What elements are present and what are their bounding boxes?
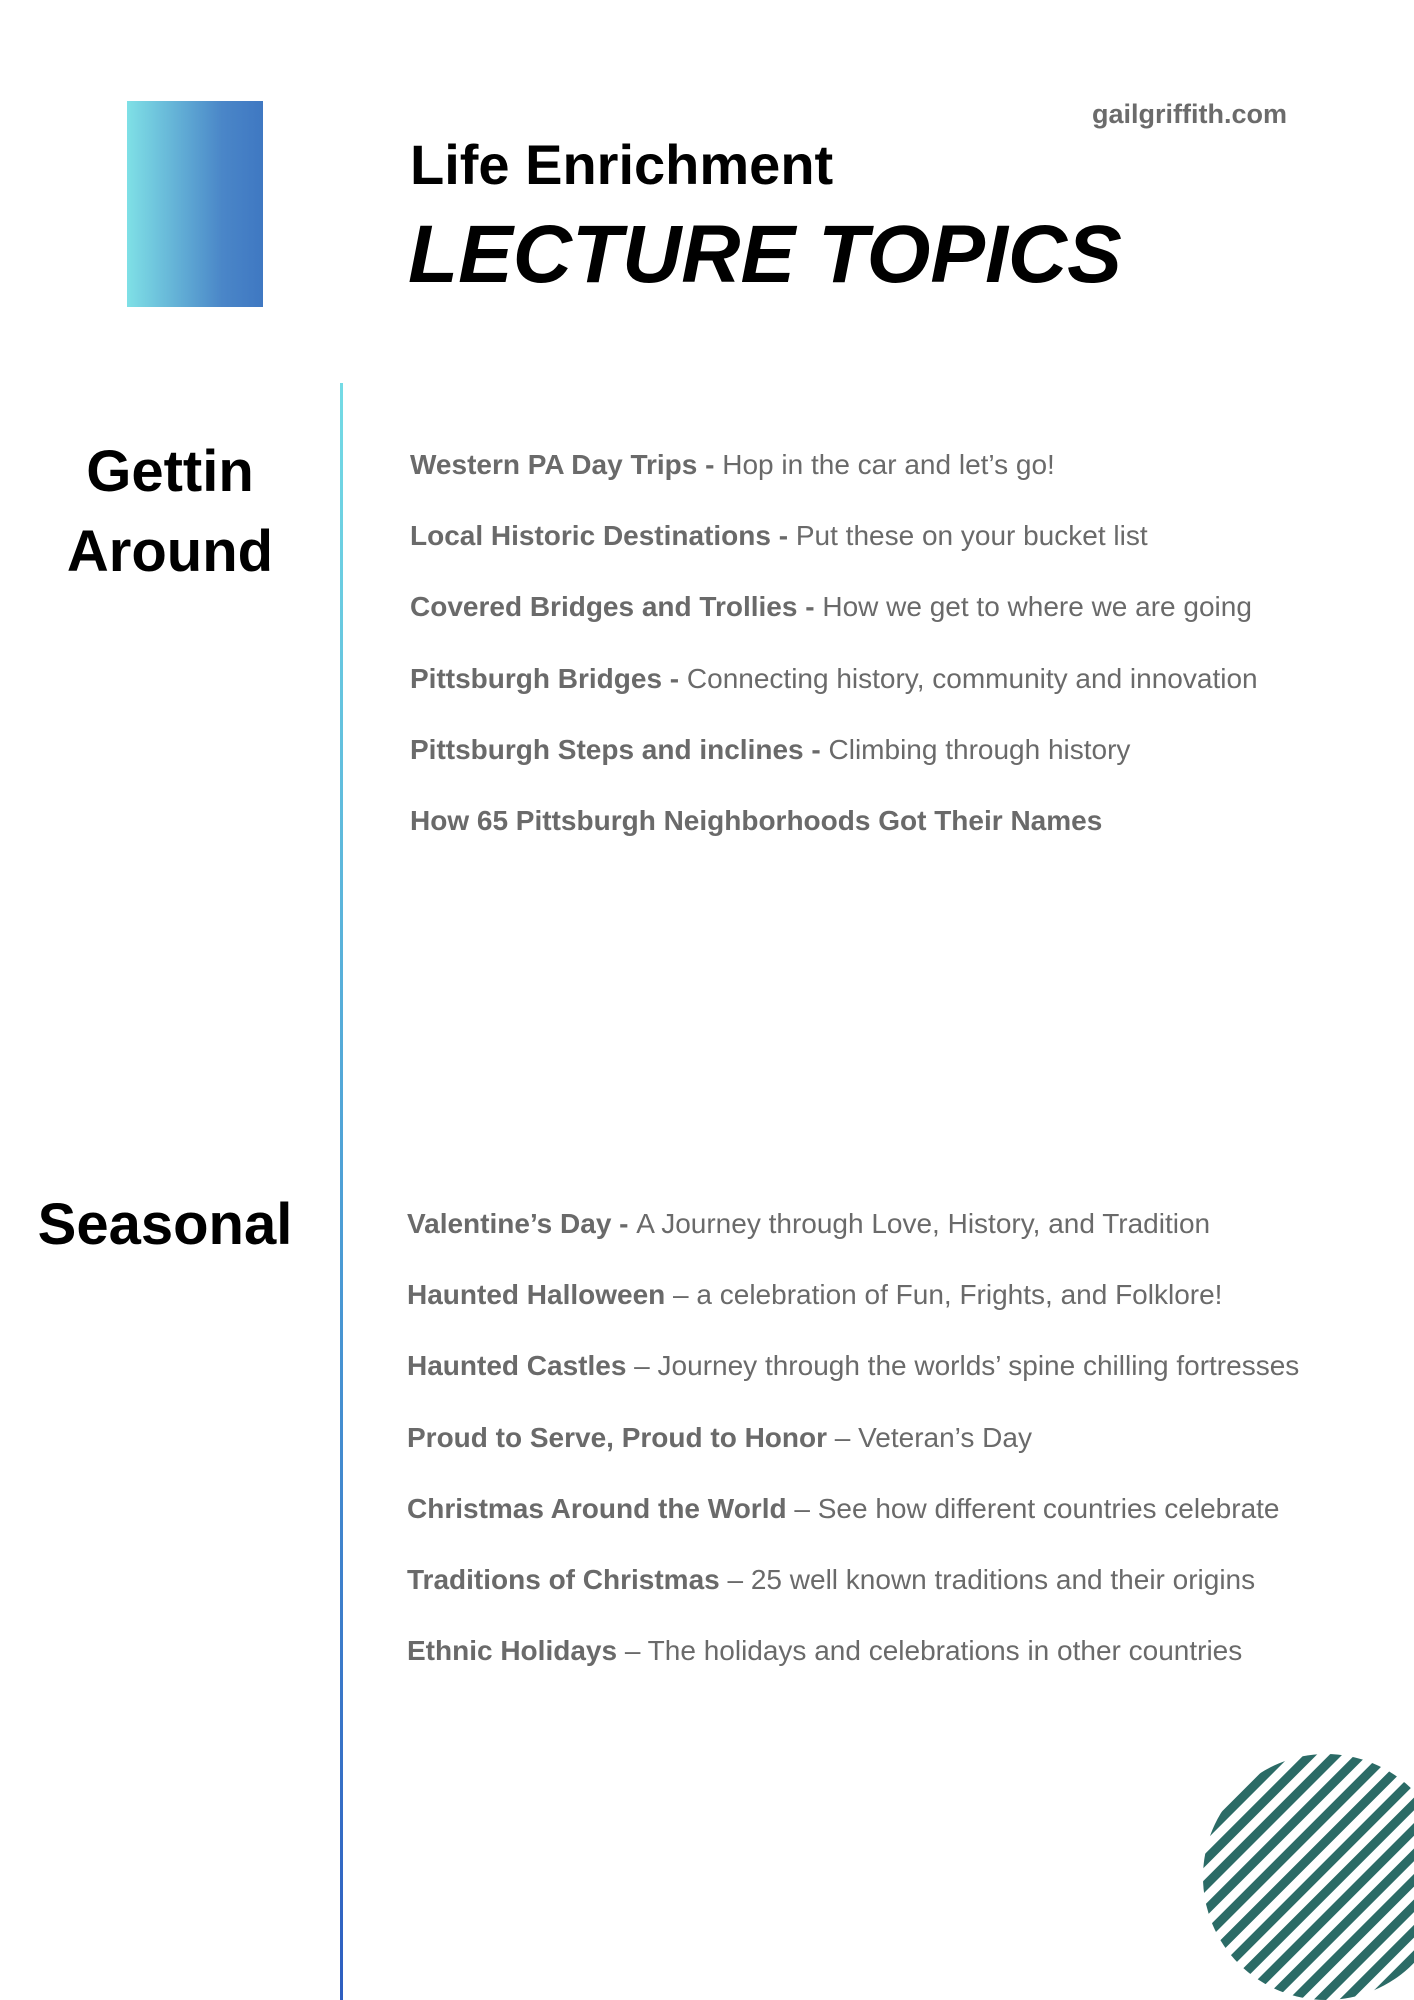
section-heading-line: Seasonal bbox=[37, 1192, 293, 1257]
section-heading-line: Gettin bbox=[86, 439, 254, 504]
topic-item bbox=[407, 1275, 1299, 1346]
topic-name: How 65 Pittsburgh Neighborhoods Got Their Names bbox=[410, 804, 1103, 836]
striped-circle-decoration bbox=[1203, 1754, 1414, 2000]
page-title-line2: LECTURE TOPICS bbox=[408, 209, 1122, 300]
topic-separator: - bbox=[803, 733, 829, 765]
topic-separator: – bbox=[617, 1635, 648, 1667]
topic-name: Pittsburgh Steps and inclines bbox=[410, 733, 804, 765]
topic-description: How we get to where we are going bbox=[822, 591, 1252, 623]
topic-separator: – bbox=[665, 1279, 697, 1311]
topic-separator: - bbox=[797, 591, 823, 623]
topic-name: Traditions of Christmas bbox=[407, 1563, 720, 1595]
topic-item bbox=[410, 730, 1258, 801]
topic-name: Christmas Around the World bbox=[407, 1492, 787, 1524]
topic-name: Pittsburgh Bridges bbox=[410, 662, 663, 694]
topic-description: See how different countries celebrate bbox=[817, 1492, 1280, 1524]
topic-separator: - bbox=[611, 1208, 637, 1239]
topic-separator: – bbox=[626, 1350, 658, 1382]
topic-separator: – bbox=[786, 1492, 818, 1524]
topic-description: The holidays and celebrations in other countries bbox=[647, 1635, 1243, 1667]
topic-separator: - bbox=[662, 662, 687, 694]
website-url: gailgriffith.com bbox=[1092, 99, 1287, 129]
topic-separator: - bbox=[697, 449, 723, 480]
topic-separator: – bbox=[719, 1563, 751, 1595]
section-heading-line: Around bbox=[66, 519, 274, 585]
page-title-line1: Life Enrichment bbox=[410, 133, 834, 196]
topic-description: Journey through the worlds’ spine chilling fortresses bbox=[657, 1350, 1300, 1382]
topic-item bbox=[410, 659, 1258, 730]
topic-separator: - bbox=[770, 520, 796, 552]
topic-item bbox=[407, 1560, 1299, 1631]
topic-description: Connecting history, community and innovation bbox=[686, 662, 1258, 694]
topic-item bbox=[407, 1204, 1299, 1275]
topic-description: Put these on your bucket list bbox=[795, 520, 1148, 552]
topic-description: Climbing through history bbox=[828, 733, 1131, 765]
topic-item bbox=[407, 1418, 1299, 1489]
topic-item bbox=[410, 516, 1258, 587]
section-heading-seasonal bbox=[20, 1185, 310, 1265]
topic-list-seasonal bbox=[407, 1204, 1299, 1702]
topic-name: Western PA Day Trips bbox=[410, 449, 698, 480]
topic-separator: – bbox=[827, 1421, 859, 1453]
topic-item bbox=[407, 1346, 1299, 1417]
topic-item bbox=[407, 1489, 1299, 1560]
topic-item bbox=[410, 587, 1258, 658]
topic-name: Covered Bridges and Trollies bbox=[410, 591, 798, 623]
gradient-accent-block bbox=[127, 101, 263, 307]
topic-item bbox=[410, 801, 1258, 872]
topic-item bbox=[410, 445, 1258, 516]
topic-name: Valentine’s Day bbox=[407, 1208, 612, 1239]
topic-description: Hop in the car and let’s go! bbox=[722, 449, 1055, 480]
topic-description: Veteran’s Day bbox=[858, 1421, 1032, 1453]
topic-name: Ethnic Holidays bbox=[407, 1635, 618, 1667]
vertical-divider bbox=[340, 383, 343, 2000]
topic-name: Local Historic Destinations bbox=[410, 520, 771, 552]
topic-name: Haunted Castles bbox=[407, 1350, 627, 1382]
section-heading-getting-around bbox=[40, 432, 300, 592]
topic-description: A Journey through Love, History, and Tradition bbox=[636, 1208, 1211, 1239]
topic-description: a celebration of Fun, Frights, and Folklore! bbox=[696, 1279, 1223, 1311]
topic-name: Proud to Serve, Proud to Honor bbox=[407, 1421, 828, 1453]
topic-description: 25 well known traditions and their origins bbox=[750, 1563, 1256, 1595]
topic-name: Haunted Halloween bbox=[407, 1279, 666, 1311]
topic-list-getting-around bbox=[410, 445, 1258, 872]
topic-item bbox=[407, 1631, 1299, 1702]
